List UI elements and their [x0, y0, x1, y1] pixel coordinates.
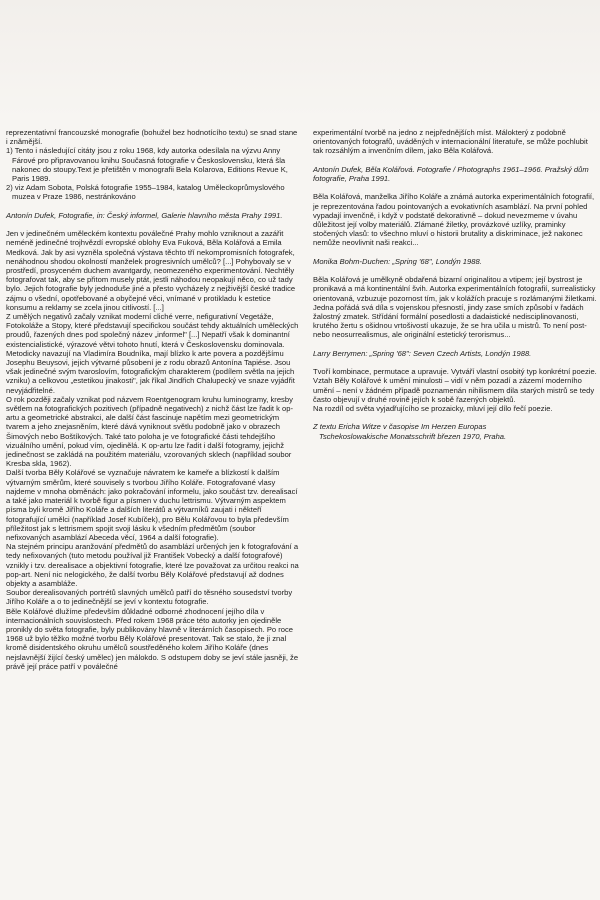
citation-bohm-duchen: Monika Bohm-Duchen: „Spring '68", Londýn 1988.	[313, 256, 482, 266]
right-column	[313, 128, 597, 441]
body-paragraph: experimentální tvorbě na jedno z nejpřednějších míst. Málokterý z podobně orientovaných fotografů, uváděných v internacionální literatuře, se může pochlubit tak rozsáhlým a invenčním dílem, jako Běla Kolářová.	[313, 128, 588, 156]
citation-berrymen: Larry Berrymen: „Spring '68": Seven Czech Artists, Londýn 1988.	[313, 348, 532, 358]
body-paragraph: O rok později začaly vznikat pod názvem Roentgenogram kruhu luminogramy, kresby světlem na fotografických pozitivech (případně negativech) z nichž část lze řadit k op-artu a geometrické abstrakci, ale další část fascinuje napětím mezi geometrickým tvarem a jeho znejasněním, které dává vyniknout světlu podobně jako v obrazech Šimových nebo Boštíkových. Také tato poloha je ve fotografické části tehdejšího vizuálního umění, pokud vím, ojedinělá. K op-artu lze řadit i další fotogramy, jejichž jedinečnost se zakládá na použitém materiálu, vzorovaných sklech (například soubor Kresba skla, 1962).	[6, 394, 294, 469]
body-paragraph: Další tvorba Běly Kolářové se vyznačuje návratem ke kameře a blízkostí k dalším výtvarným směrům, které souvisely s tvorbou Jiřího Koláře. Fotografované vlasy najdeme v mnoha obměnách: jako pokračování informelu, jako součást tzv. derealisací a také jako materiál k tvorbě figur a písmen v duchu lettrismu. Výtvarným aspektem písma byli kromě Jiřího Koláře a dalších literátů a výtvarníků zaujati i někteří fotografující umělci (například Josef Kubíček), pro Bělu Kolářovou to byla především příležitost jak s lettrismem spojit svoji lásku k všedním předmětům (soubor nefixovaných asamblází Abeceda věcí, 1964 a další fotografie).	[6, 468, 298, 542]
citation-witz: Z textu Ericha Witze v časopise Im Herzen Europas	[313, 422, 487, 432]
footnote-1: 1) Tento i následující citáty jsou z roku 1968, kdy autorka odesílala na výzvu Anny Fárové pro připravovanou knihu Současná fotografie v Československu, která šla nakonec do stoupy.Text je přetištěn v monografii Bela Kolarova, Editions Revue K, Paris 1989.	[6, 146, 288, 184]
citation-witz-source	[313, 432, 597, 441]
footnote-2: 2) viz Adam Sobota, Polská fotografie 1955–1984, katalog Uměleckoprůmyslového muzea v Praze 1986, nestránkováno	[6, 183, 285, 202]
quote-berrymen: Běla Kolářová je umělkyně obdařená bizarní originalitou a vtipem; její bystrost je pronikavá a má kontinentální švih. Autorka experimentálních fotografií, surrealisticky orientovaná, vzbuzuje pozornost tím, jak v kolážích pracuje s rozlámanými žiletkami. Jedna pořádá svá díla s vojenskou přesností, jindy zase smích způsobí v řadách žalostný zmatek. Střídání formální posedlosti a dadaistické nedisciplinovanosti, krutého žertu s ošidnou vrtošivostí ukazuje, že se hra učila u mistrů. To není post- nebo neosurrealismus, ale originální estetický terorismus...	[313, 275, 597, 340]
quote-witz-1: Tvoří kombinace, permutace a upravuje. Vytváří vlastní osobitý typ konkrétní poezie.	[313, 367, 597, 377]
body-paragraph: Jen v jedinečném uměleckém kontextu poválečné Prahy mohlo vzniknout a zazářit neméně jedinečné trojhvězdí evropské oblohy Eva Fuková, Běla Kolářová a Emila Medková. Jak by asi vyzněla společná výstava těchto tří nekompromisních fotografek, nenáhodnou shodou okolností manželek progresivních umělců? [...] Pohybovaly se v prostředí, prosyceném duchem avantgardy, neomezeného experimentování. Nechtěly fotografovat tak, aby se přitom musely ptát, jestli náhodou neopakují něco, co už tady bylo. Jejich fotografie byly jednoduše jiné a přesto vycházely z nejživější české tradice zájmu o všední, opotřebované a obyčejné věci, vnímané v protikladu k estetice konsumu a reklamy se zcela jinou citlivostí. [...]	[6, 229, 296, 312]
body-paragraph: Soubor derealisovaných portrétů slavných umělců patří do těsného sousedství tvorby Jiřího Koláře a o to jedinečnější se jeví v kontextu fotografie.	[6, 588, 293, 607]
citation-dufek-photographs: Antonín Dufek, Běla Kolářová. Fotografie / Photographs 1961–1966. Pražský dům fotografie, Praha 1991.	[313, 164, 589, 183]
body-paragraph: Z umělých negativů začaly vznikat moderní cliché verre, nefigurativní Vegetáže, Fotokoláže a Stopy, které představují specifickou součást tehdy aktuálních uměleckých proudů, řazených dnes pod společný název „informel" [...] Nepatří však k dominantní existencialistické, výrazové větvi tohoto hnutí, která v Československu dominovala. Metodicky navazují na Vladimíra Boudníka, mají blízko k arte povera a pozdějšímu Josephu Beuysovi, jejich výtvarné působení je z rodu obrazů Antonína Tapiése. Jsou však jedinečné svým tvaroslovím, fotografickým charakterem (podílem světla na jejich vzniku) a celkovou „estetikou jinakosti", jak říkal Jindřich Chalupecký ve snaze vyjádřit nevyjádřitelné.	[6, 312, 299, 395]
body-paragraph: Běle Kolářové dlužíme především důkladné odborné zhodnocení jejího díla v internacionálních souvislostech. Před rokem 1968 práce této autorky jen ojediněle pronikly do světa fotografie, byly publikovány hlavně v literárních časopisech. Po roce 1968 už bylo těžko možné tvorbu Běly Kolářové presentovat. Tak se stalo, že ji znal kromě disidentského okruhu umělců soustředěného kolem Jiřího Koláře (dnes nejslavnější žijící český umělec) jen málokdo. S odstupem doby se jeví stále jasněji, že právě její práce patří v poválečné	[6, 606, 299, 671]
quote-witz-3: Na rozdíl od světa vyjadřujícího se prozaicky, mluví její dílo řečí poezie.	[313, 404, 553, 413]
left-column	[6, 128, 300, 671]
quote-bohm-duchen: Běla Kolářová, manželka Jiřího Koláře a známá autorka experimentálních fotografií, je reprezentována řadou pointovaných a evokativních asamblází. Na první pohled vypadají invenčně, i když v podstatě dekorativně – dokud nevezmeme v úvahu důležitost její volby materiálů. Zlámané žiletky, provázkové uzlíky, praminky stočených vlasů: to všechno mluví o historii brutality a diskriminace, jež nakonec nemůže neovlivnit naši reakci...	[313, 192, 595, 248]
quote-witz-2: Vztah Běly Kolářové k umění minulosti – vidí v něm pozadí a zázemí moderního umění – není v žádném případě poznamenán nihilismem dila starých mistrů se tedy často objevují v druhé rovině jejích k sobě řazených objektů.	[313, 376, 595, 404]
body-paragraph: Na stejném principu aranžování předmětů do asamblází určených jen k fotografování a tedy nefixovaných (tuto metodu používal již František Vobecký a další fotografové) vznikly i tzv. derealisace a objektivní fotografie, které lze považovat za určitou reakci na pop-art. Není nic nelogického, že další tvorbu Běly Kolářové představují až dodnes objekty a asambláže.	[6, 542, 299, 588]
top-margin	[0, 0, 600, 120]
citation-witz-source-text: Tschekoslowakische Monatsschrift březen 1970, Praha.	[319, 431, 507, 441]
footnote-continuation: reprezentativní francouzské monografie (bohužel bez hodnotícího textu) se snad stane i znămější.	[6, 128, 298, 147]
citation-dufek-informel: Antonín Dufek, Fotografie, in: Český informel, Galerie hlavního města Prahy 1991.	[6, 210, 283, 220]
